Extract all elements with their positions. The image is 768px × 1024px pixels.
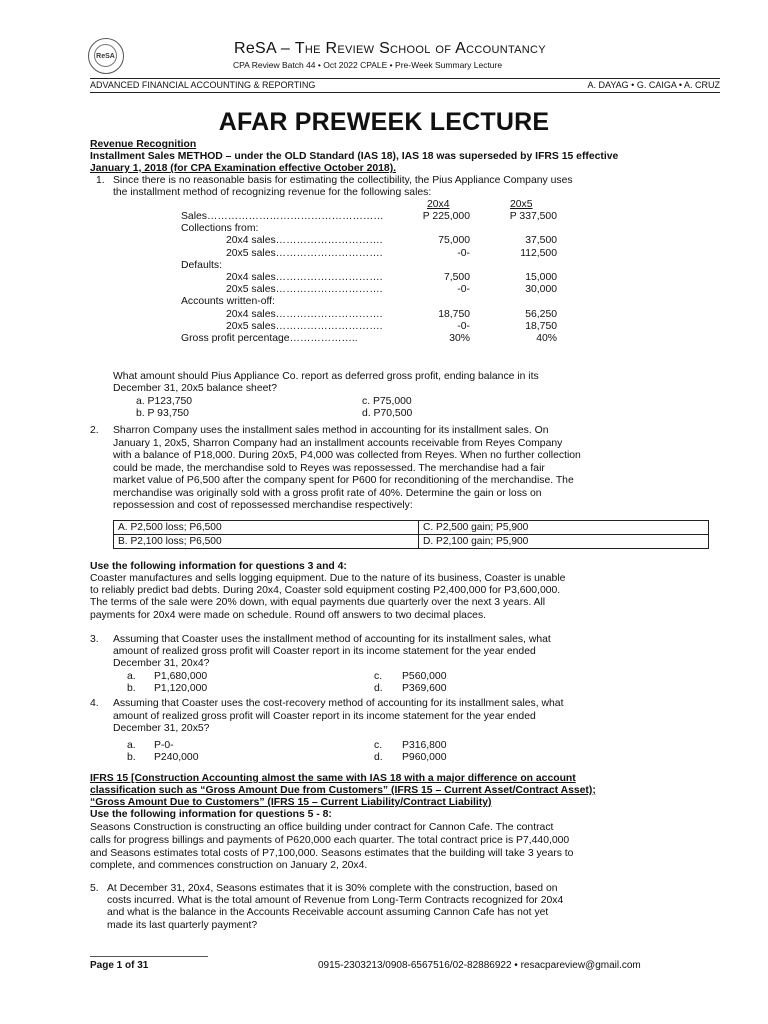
ifrs-heading-1: IFRS 15 [Construction Accounting almost the same with IAS 18 with a major difference on account bbox=[90, 773, 576, 784]
schedule-label: 20x5 sales…………………………. bbox=[226, 247, 383, 259]
q4-choice-d-letter: d. bbox=[374, 752, 383, 763]
q2-line: merchandise was originally sold with a gross profit rate of 40%. Determine the gain or loss on bbox=[113, 487, 542, 499]
review-subline: CPA Review Batch 44 • Oct 2022 CPALE • Pre-Week Summary Lecture bbox=[233, 60, 503, 70]
q3-choice-d: P369,600 bbox=[402, 683, 447, 694]
q2-number: 2. bbox=[90, 425, 99, 436]
q2-choice-b: B. P2,100 loss; P6,500 bbox=[114, 535, 419, 549]
q1-question-2: December 31, 20x5 balance sheet? bbox=[113, 383, 278, 394]
schedule-value-20x5: 112,500 bbox=[520, 247, 557, 259]
schedule-value-20x5: 30,000 bbox=[525, 284, 557, 296]
q34-line: Coaster manufactures and sells logging equipment. Due to the nature of its business, Coaster is unable bbox=[90, 573, 566, 584]
q1-choice-d: d. P70,500 bbox=[362, 408, 413, 419]
q3-choice-c-letter: c. bbox=[374, 671, 383, 682]
q5-line: and what is the balance in the Accounts Receivable account assuming Cannon Cafe has not yet bbox=[107, 907, 549, 919]
q3-choice-c: P560,000 bbox=[402, 671, 447, 682]
q2-line: with a balance of P18,000. During 20x5, P4,000 was collected from Reyes. When no further collection bbox=[113, 450, 581, 461]
course-bar bbox=[90, 78, 720, 93]
schedule-label: Gross profit percentage……………….. bbox=[181, 333, 358, 344]
q1-text-1: Since there is no reasonable basis for estimating the collectibility, the Pius Appliance Company uses bbox=[113, 175, 573, 186]
logo-text: ReSA bbox=[94, 44, 117, 67]
q34-line: to reliably predict bad debts. During 20x4, Coaster sold equipment costing P2,400,000 for P3,600,000. bbox=[90, 585, 561, 597]
q58-line: calls for progress billings and payments of P620,000 each quarter. The total contract price is P7,440,000 bbox=[90, 834, 570, 846]
table-row bbox=[0, 296, 768, 308]
schedule-label: 20x4 sales…………………………. bbox=[226, 235, 383, 247]
schedule-value-20x4: 30% bbox=[449, 333, 470, 344]
table-row bbox=[0, 260, 768, 272]
q58-heading: Use the following information for questions 5 - 8: bbox=[90, 809, 332, 820]
school-logo bbox=[88, 38, 124, 74]
q3-choice-d-letter: d. bbox=[374, 683, 383, 694]
table-row bbox=[0, 211, 768, 223]
schedule-value-20x5: P 337,500 bbox=[509, 211, 557, 222]
section-subheading-1: Installment Sales METHOD – under the OLD Standard (IAS 18), IAS 18 was superseded by IFRS 15 effective bbox=[90, 151, 619, 162]
q4-number: 4. bbox=[90, 698, 99, 709]
table-row bbox=[0, 223, 768, 235]
q4-line: amount of realized gross profit will Coaster report in its income statement for the year ended bbox=[113, 710, 536, 722]
table-row bbox=[114, 535, 709, 549]
q34-line: The terms of the sale were 20% down, with equal payments due quarterly over the next 3 years. All bbox=[90, 597, 546, 609]
q1-text-2: the installment method of recognizing revenue for the following sales: bbox=[113, 187, 432, 198]
schedule-value-20x5: 37,500 bbox=[525, 235, 557, 247]
q1-choice-c: c. P75,000 bbox=[362, 396, 412, 407]
q1-col-header-2: 20x5 bbox=[510, 199, 533, 210]
schedule-label: Sales…………………………………………… bbox=[181, 211, 384, 222]
q2-choice-c: C. P2,500 gain; P5,900 bbox=[419, 521, 709, 535]
ifrs-heading-2: classification such as “Gross Amount Due from Customers” (IFRS 15 – Current Asset/Contract Asset); bbox=[90, 785, 596, 796]
q4-choice-a-letter: a. bbox=[127, 740, 136, 751]
q2-choices-table bbox=[113, 520, 709, 549]
q34-line: payments for 20x4 were made on schedule. Round off answers to two decimal places. bbox=[90, 609, 487, 621]
q58-line: Seasons Construction is constructing an office building under contract for Cannon Cafe. The contract bbox=[90, 822, 554, 833]
table-row bbox=[114, 521, 709, 535]
schedule-value-20x5: 18,750 bbox=[525, 320, 557, 332]
table-row bbox=[0, 333, 768, 345]
q3-choice-a-letter: a. bbox=[127, 671, 136, 682]
schedule-label: 20x4 sales…………………………. bbox=[226, 272, 383, 283]
q4-line: December 31, 20x5? bbox=[113, 723, 210, 734]
authors: A. DAYAG • G. CAIGA • A. CRUZ bbox=[587, 80, 720, 90]
schedule-value-20x4: -0- bbox=[457, 284, 470, 296]
q5-line: costs incurred. What is the total amount of Revenue from Long-Term Contracts recognized for 20x4 bbox=[107, 895, 564, 907]
q4-line: Assuming that Coaster uses the cost-recovery method of accounting for its installment sales, what bbox=[113, 698, 564, 709]
table-row bbox=[0, 321, 768, 333]
q1-col-header-1: 20x4 bbox=[427, 199, 450, 210]
q4-choice-c-letter: c. bbox=[374, 740, 383, 751]
q3-choice-a: P1,680,000 bbox=[154, 671, 208, 682]
q1-question-1: What amount should Pius Appliance Co. report as deferred gross profit, ending balance in its bbox=[113, 371, 539, 382]
schedule-label: 20x4 sales…………………………. bbox=[226, 308, 383, 320]
q4-choice-b-letter: b. bbox=[127, 752, 136, 763]
ifrs-heading-3: “Gross Amount Due to Customers” (IFRS 15 – Current Liability/Contract Liability) bbox=[90, 797, 492, 808]
page-title: AFAR PREWEEK LECTURE bbox=[218, 108, 550, 136]
q34-heading: Use the following information for questions 3 and 4: bbox=[90, 561, 347, 572]
table-row bbox=[0, 235, 768, 247]
section-subheading-2: January 1, 2018 (for CPA Examination effective October 2018). bbox=[90, 163, 397, 174]
q1-choice-b: b. P 93,750 bbox=[136, 408, 189, 419]
letterhead bbox=[88, 38, 718, 74]
q58-line: complete, and commences construction on January 2, 20x4. bbox=[90, 860, 368, 872]
table-row bbox=[0, 284, 768, 296]
school-name: ReSA – The Review School of Accountancy bbox=[234, 40, 546, 57]
page-number: Page 1 of 31 bbox=[90, 960, 149, 971]
q1-number: 1. bbox=[96, 175, 105, 186]
q3-choice-b: P1,120,000 bbox=[154, 683, 208, 694]
q2-choice-a: A. P2,500 loss; P6,500 bbox=[114, 521, 419, 535]
q5-number: 5. bbox=[90, 883, 99, 894]
schedule-label: Defaults: bbox=[181, 259, 223, 271]
q3-line: Assuming that Coaster uses the installment method of accounting for its installment sales, what bbox=[113, 634, 551, 645]
schedule-value-20x4: 75,000 bbox=[438, 235, 470, 247]
q3-line: amount of realized gross profit will Coaster report in its income statement for the year ended bbox=[113, 646, 536, 658]
q2-line: Sharron Company uses the installment sales method in accounting for its installment sales. On bbox=[113, 425, 549, 436]
q5-line: made its last quarterly payment? bbox=[107, 919, 258, 931]
q3-line: December 31, 20x4? bbox=[113, 658, 210, 670]
course-title: ADVANCED FINANCIAL ACCOUNTING & REPORTING bbox=[90, 80, 316, 90]
schedule-label: 20x5 sales…………………………. bbox=[226, 320, 383, 332]
q1-choice-a: a. P123,750 bbox=[136, 396, 193, 407]
q2-line: repossession and cost of repossessed merchandise respectively: bbox=[113, 500, 413, 511]
schedule-label: Collections from: bbox=[181, 223, 259, 235]
schedule-value-20x4: P 225,000 bbox=[422, 211, 470, 222]
schedule-value-20x4: -0- bbox=[457, 247, 470, 259]
schedule-value-20x5: 15,000 bbox=[525, 272, 557, 283]
q4-choice-d: P960,000 bbox=[402, 752, 447, 763]
table-row bbox=[0, 272, 768, 284]
schedule-value-20x5: 56,250 bbox=[525, 308, 557, 320]
schedule-value-20x4: -0- bbox=[457, 320, 470, 332]
q2-line: market value of P6,500 after the company spent for P600 for reconditioning of the merchandise. The bbox=[113, 475, 574, 486]
q4-choice-c: P316,800 bbox=[402, 740, 447, 751]
schedule-value-20x4: 7,500 bbox=[443, 272, 470, 283]
contact-info: 0915-2303213/0908-6567516/02-82886922 • resacpareview@gmail.com bbox=[318, 960, 641, 971]
schedule-value-20x5: 40% bbox=[536, 333, 557, 344]
q2-line: could be made, the merchandise sold to Reyes was repossessed. The merchandise had a fair bbox=[113, 462, 545, 474]
q2-choice-d: D. P2,100 gain; P5,900 bbox=[419, 535, 709, 549]
q2-line: January 1, 20x5, Sharron Company had an installment accounts receivable from Reyes Company bbox=[113, 437, 563, 449]
schedule-label: Accounts written-off: bbox=[181, 296, 275, 308]
schedule-label: 20x5 sales…………………………. bbox=[226, 284, 383, 296]
schedule-value-20x4: 18,750 bbox=[438, 308, 470, 320]
q4-choice-a: P-0- bbox=[154, 740, 174, 751]
q5-line: At December 31, 20x4, Seasons estimates that it is 30% complete with the construction, based on bbox=[107, 883, 558, 894]
q58-line: and Seasons estimates total costs of P7,100,000. Seasons estimates that the building will take 3 years to bbox=[90, 847, 574, 859]
table-row bbox=[0, 309, 768, 321]
table-row bbox=[0, 248, 768, 260]
q4-choice-b: P240,000 bbox=[154, 752, 199, 763]
q3-number: 3. bbox=[90, 634, 99, 645]
section-heading: Revenue Recognition bbox=[90, 139, 197, 150]
q3-choice-b-letter: b. bbox=[127, 683, 136, 694]
footer-rule bbox=[90, 956, 208, 957]
